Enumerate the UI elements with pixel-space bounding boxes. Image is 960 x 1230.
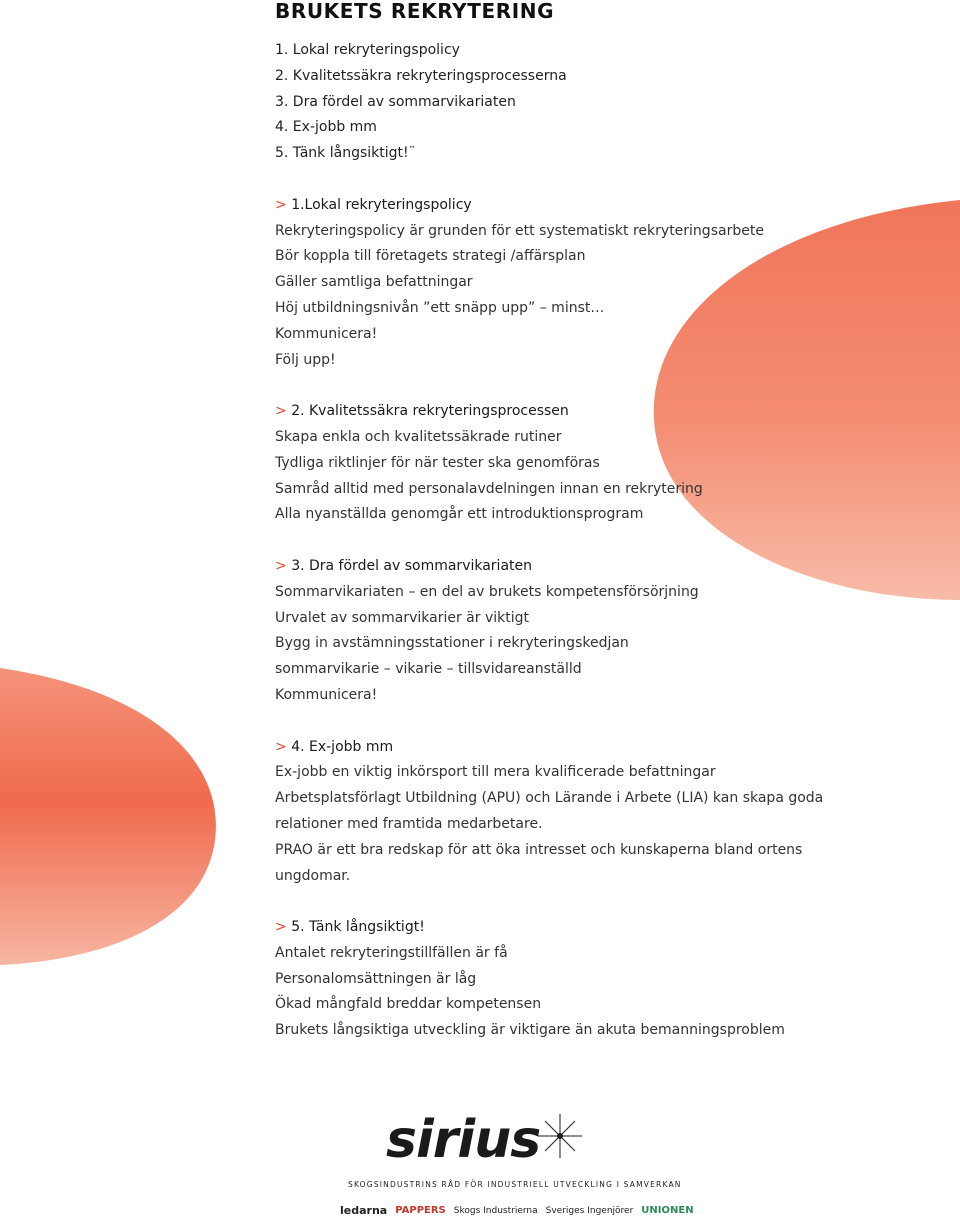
section-title-text: 4. Ex-jobb mm [291,738,394,755]
section-marker: > [275,738,292,755]
section-line: Ökad mångfald breddar kompetensen [275,996,542,1013]
footer [340,1108,694,1217]
section-title [275,915,875,941]
section-1 [275,193,875,374]
partner-logo-unionen: UNIONEN [641,1205,694,1216]
shape-left [0,668,216,965]
toc-item: 2. Kvalitetssäkra rekryteringsprocesserna [275,67,567,84]
section-line: Antalet rekryteringstillfällen är få [275,944,508,961]
sirius-logo-text: sirius [386,1110,541,1170]
section-line: Arbetsplatsförlagt Utbildning (APU) och Lärande i Arbete (LIA) kan skapa goda [275,790,824,807]
section-line: Bör koppla till företagets strategi /affärsplan [275,248,586,265]
section-line: Följ upp! [275,351,336,368]
section-line: Tydliga riktlinjer för när tester ska genomföras [275,454,600,471]
section-line: Höj utbildningsnivån ”ett snäpp upp” – minst… [275,299,605,316]
section-marker: > [275,557,292,574]
section-line: ungdomar. [275,867,351,884]
partner-logo-ledarna: ledarna [340,1204,388,1217]
section-line: sommarvikarie – vikarie – tillsvidareanställd [275,661,582,678]
toc-item: 4. Ex-jobb mm [275,119,377,136]
section-title [275,554,875,580]
toc-item: 1. Lokal rekryteringspolicy [275,42,460,58]
section-title [275,193,875,219]
section-title-text: 5. Tänk långsiktigt! [291,919,425,936]
partner-logos [340,1204,694,1217]
partner-logo-pappers: PAPPERS [395,1205,446,1216]
section-line: PRAO är ett bra redskap för att öka intresset och kunskaperna bland ortens [275,841,803,858]
section-marker: > [275,919,292,936]
section-line: Rekryteringspolicy är grunden för ett systematiskt rekryteringsarbete [275,222,764,239]
partner-logo-skogsindustrierna: Skogs Industrierna [453,1205,538,1216]
table-of-contents [275,38,875,167]
section-marker: > [275,196,292,213]
section-line: Kommunicera! [275,325,378,342]
star-icon [536,1112,584,1160]
section-line: Urvalet av sommarvikarier är viktigt [275,609,529,626]
section-line: Personalomsättningen är låg [275,970,477,987]
section-title-text: 2. Kvalitetssäkra rekryteringsprocessen [291,403,569,420]
section-marker: > [275,403,292,420]
section-line: Bygg in avstämningsstationer i rekryteringskedjan [275,635,629,652]
section-title-text: 1.Lokal rekryteringspolicy [291,196,472,213]
section-5 [275,915,875,1044]
section-title-text: 3. Dra fördel av sommarvikariaten [291,557,533,574]
section-3 [275,554,875,709]
sirius-logo [340,1108,682,1189]
section-line: Sommarvikariaten – en del av brukets kompetensförsörjning [275,583,699,600]
section-line: Skapa enkla och kvalitetssäkrade rutiner [275,428,562,445]
partner-logo-sveriges-ingenjorer: Sveriges Ingenjörer [545,1205,634,1216]
section-line: Brukets långsiktiga utveckling är viktigare än akuta bemanningsproblem [275,1022,785,1039]
sirius-tagline: SKOGSINDUSTRINS RÅD FÖR INDUSTRIELL UTVECKLING I SAMVERKAN [348,1180,682,1189]
toc-item: 3. Dra fördel av sommarvikariaten [275,93,516,110]
section-line: relationer med framtida medarbetare. [275,815,543,832]
page-title: BRUKETS REKRYTERING [275,0,555,23]
toc-item: 5. Tänk långsiktigt!¨ [275,145,416,162]
section-4 [275,735,875,890]
section-line: Samråd alltid med personalavdelningen innan en rekrytering [275,480,703,497]
section-line: Gäller samtliga befattningar [275,274,473,291]
main-content [275,0,875,1044]
section-line: Ex-jobb en viktig inkörsport till mera kvalificerade befattningar [275,764,716,781]
section-2 [275,399,875,528]
section-title [275,735,875,761]
section-line: Kommunicera! [275,686,378,703]
section-title [275,399,875,425]
section-line: Alla nyanställda genomgår ett introduktionsprogram [275,506,644,523]
